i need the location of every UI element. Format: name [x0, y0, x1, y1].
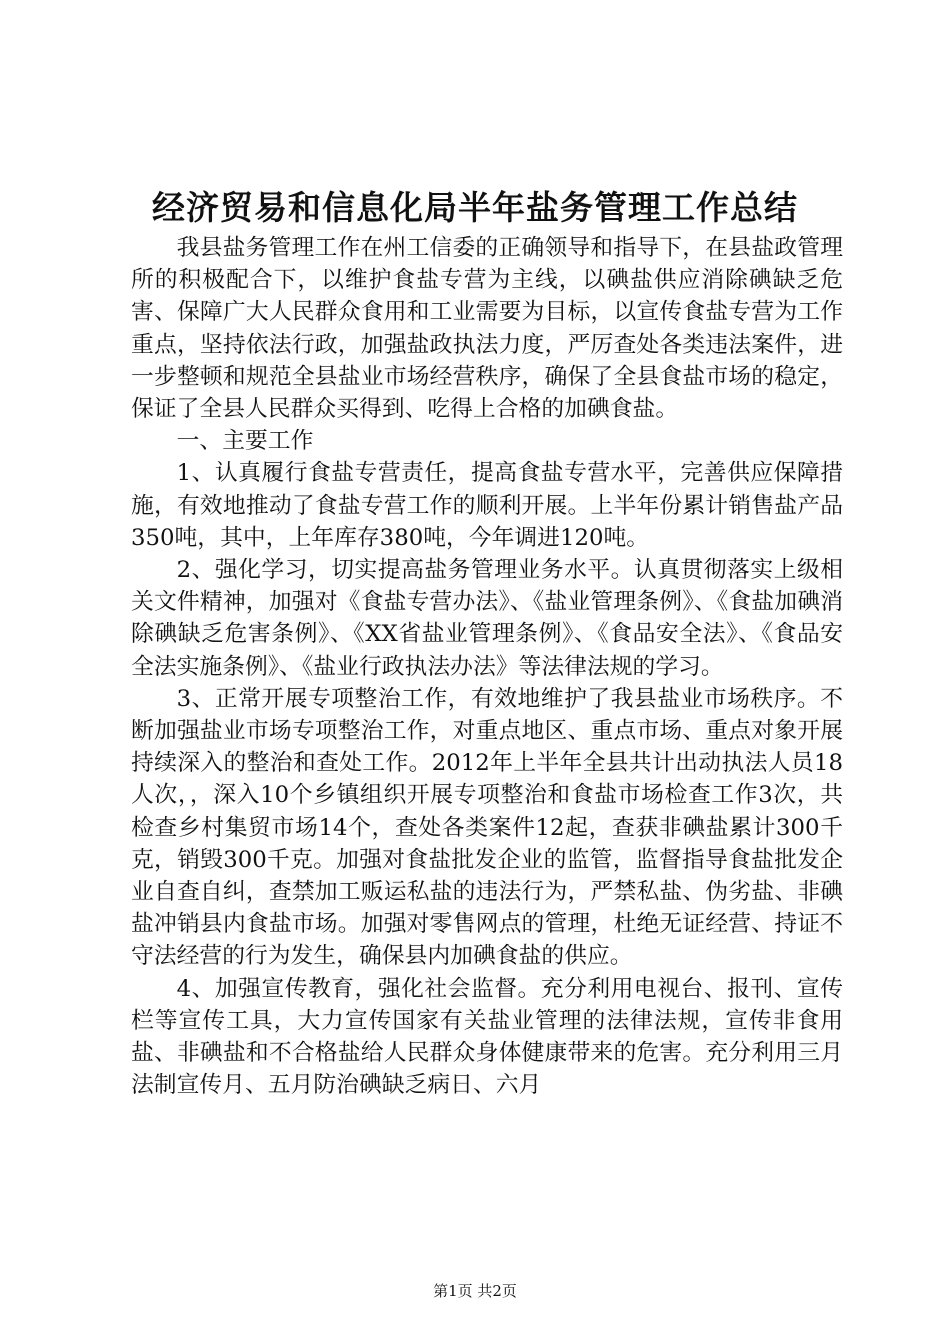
paragraph-item-2: 2、强化学习，切实提高盐务管理业务水平。认真贯彻落实上级相关文件精神，加强对《食盐专营办法》、《盐业管理条例》、《食盐加碘消除碘缺乏危害条例》、《XX省盐业管理条例》、《食品安全法》、《食品安全法实施条例》、《盐业行政执法办法》等法律法规的学习。 [131, 557, 843, 680]
paragraph-item-3: 3、正常开展专项整治工作，有效地维护了我县盐业市场秩序。不断加强盐业市场专项整治工作，对重点地区、重点市场、重点对象开展持续深入的整治和查处工作。2012年上半年全县共计出动执法人员18人次，，深入10个乡镇组织开展专项整治和食盐市场检查工作3次，共检查乡村集贸市场14个，查处各类案件12起，查获非碘盐累计300千克，销毁300千克。加强对食盐批发企业的监管，监督指导食盐批发企业自查自纠，查禁加工贩运私盐的违法行为，严禁私盐、伪劣盐、非碘盐冲销县内食盐市场。加强对零售网点的管理，杜绝无证经营、持证不守法经营的行为发生，确保县内加碘食盐的供应。 [131, 685, 843, 970]
paragraph-item-4: 4、加强宣传教育，强化社会监督。充分利用电视台、报刊、宣传栏等宣传工具，大力宣传国家有关盐业管理的法律法规，宣传非食用盐、非碘盐和不合格盐给人民群众身体健康带来的危害。充分利用三月法制宣传月、五月防治碘缺乏病日、六月 [131, 975, 843, 1099]
paragraph-intro: 我县盐务管理工作在州工信委的正确领导和指导下，在县盐政管理所的积极配合下，以维护食盐专营为主线，以碘盐供应消除碘缺乏危害、保障广大人民群众食用和工业需要为目标，以宣传食盐专营为工作重点，坚持依法行政，加强盐政执法力度，严厉查处各类违法案件，进一步整顿和规范全县盐业市场经营秩序，确保了全县食盐市场的稳定，保证了全县人民群众买得到、吃得上合格的加碘食盐。 [131, 235, 843, 423]
section-heading-main-work: 一、主要工作 [176, 428, 314, 455]
document-title: 经济贸易和信息化局半年盐务管理工作总结 [152, 188, 798, 227]
paragraph-item-1: 1、认真履行食盐专营责任，提高食盐专营水平，完善供应保障措施，有效地推动了食盐专营工作的顺利开展。上半年份累计销售盐产品350吨，其中，上年库存380吨，今年调进120吨。 [131, 460, 843, 551]
page-number-footer: 第1页 共2页 [433, 1282, 517, 1300]
document-body [131, 232, 843, 1101]
